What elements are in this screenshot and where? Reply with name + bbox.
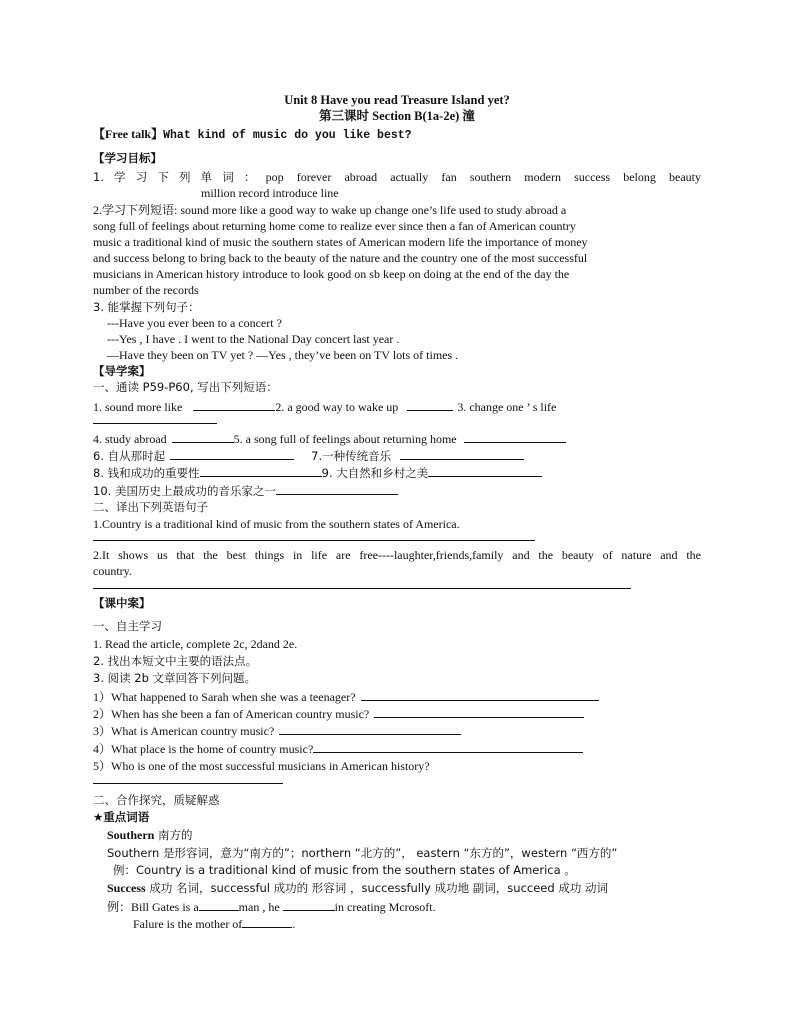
question-3-text: 3）What is American country music? xyxy=(93,724,275,738)
southern-word: Southern xyxy=(107,828,155,842)
success-example-c: in creating Mcrosoft. xyxy=(334,900,436,914)
goals-sentence-1: ---Have you ever been to a concert ? xyxy=(107,316,282,330)
question-4 xyxy=(93,741,583,757)
goals-phrases-line6: number of the records xyxy=(93,283,199,297)
phrase-10-blank[interactable] xyxy=(276,483,398,495)
phrase-8-blank[interactable] xyxy=(200,465,322,477)
success-note: 成功 名词，successful 成功的 形容词 ，successfully 成功地 副词，succeed 成功 动词 xyxy=(145,881,608,895)
phrase-6-blank[interactable] xyxy=(170,448,294,460)
translate-answer-2-line[interactable] xyxy=(93,588,631,589)
goals-phrases-line5: musicians in American history introduce to look good on sb keep on doing at the end of the day the xyxy=(93,267,570,281)
guide-row-2 xyxy=(93,431,566,447)
success-example-a: 例：Bill Gates is a xyxy=(107,900,199,914)
phrase-5-blank[interactable] xyxy=(464,431,566,443)
page-title: Unit 8 Have you read Treasure Island yet? xyxy=(284,93,510,107)
phrase-7: 7.一种传统音乐 xyxy=(311,449,392,463)
free-talk-question: What kind of music do you like best? xyxy=(163,129,412,142)
phrase-8: 8. 钱和成功的重要性 xyxy=(93,466,200,480)
success-word: Success xyxy=(107,881,146,895)
phrase-5: 5. a song full of feelings about returning home xyxy=(233,432,457,446)
goals-sentence-2: ---Yes , I have . I went to the National Day concert last year . xyxy=(107,332,400,346)
question-2-blank[interactable] xyxy=(374,706,584,718)
class-part1-label: 一、自主学习 xyxy=(93,619,162,633)
failure-example xyxy=(133,916,295,932)
question-3 xyxy=(93,723,461,739)
phrase-3-blank[interactable] xyxy=(93,423,217,424)
guide-part2-label: 二、译出下列英语句子 xyxy=(93,500,208,514)
phrase-9-blank[interactable] xyxy=(428,465,542,477)
goals-phrases-line3: music a traditional kind of music the southern states of American modern life the importance of money xyxy=(93,235,588,249)
phrase-1: 1. sound more like xyxy=(93,400,183,414)
question-1-blank[interactable] xyxy=(361,689,599,701)
key-words-heading: ★重点词语 xyxy=(93,810,150,824)
guide-row-5 xyxy=(93,483,398,499)
phrase-7-blank[interactable] xyxy=(400,448,524,460)
phrase-9: 9. 大自然和乡村之美 xyxy=(321,466,429,480)
southern-entry xyxy=(107,828,193,843)
phrase-2-blank[interactable] xyxy=(407,399,453,411)
question-2-text: 2）When has she been a fan of American country music? xyxy=(93,707,370,721)
translate-sentence-2-line1: 2.It shows us that the best things in life are free----laughter,friends,family and the beauty of nature and the xyxy=(93,548,701,562)
class-part2-label: 二、合作探究，质疑解惑 xyxy=(93,793,220,807)
question-5-answer-line[interactable] xyxy=(93,783,283,784)
class-heading: 【课中案】 xyxy=(93,596,151,610)
free-talk xyxy=(93,127,412,143)
phrase-6: 6. 自从那时起 xyxy=(93,449,166,463)
page-subtitle: 第三课时 Section B(1a-2e) 潼 xyxy=(319,109,475,123)
question-3-blank[interactable] xyxy=(279,723,461,735)
class-item-3: 3. 阅读 2b 文章回答下列问题。 xyxy=(93,671,257,685)
goals-phrases-line4: and success belong to bring back to the beauty of the nature and the country one of the most successful xyxy=(93,251,588,265)
goals-words-label: 1.学习下列单词： xyxy=(93,170,266,184)
southern-meaning: 南方的 xyxy=(154,828,193,842)
guide-row-1 xyxy=(93,399,556,415)
goals-words-line1 xyxy=(93,170,701,185)
translate-answer-1-line[interactable] xyxy=(93,540,535,541)
goals-sentences-label: 3. 能掌握下列句子： xyxy=(93,300,200,314)
free-talk-label: 【Free talk】 xyxy=(93,127,164,141)
translate-sentence-2-line2: country. xyxy=(93,564,132,578)
question-4-text: 4）What place is the home of country music? xyxy=(93,742,314,756)
phrase-4-blank[interactable] xyxy=(172,431,234,443)
failure-example-a: Falure is the mother of xyxy=(133,917,243,931)
southern-example: 例：Country is a traditional kind of music from the southern states of America 。 xyxy=(113,863,576,877)
class-item-1: 1. Read the article, complete 2c, 2dand 2e. xyxy=(93,637,298,651)
success-blank-2[interactable] xyxy=(283,899,335,911)
success-entry xyxy=(107,881,608,896)
goals-phrases-line2: song full of feelings about returning home come to realize ever since then a fan of American country xyxy=(93,219,576,233)
question-1 xyxy=(93,689,599,705)
phrase-2: 2. a good way to wake up xyxy=(275,400,399,414)
question-5: 5）Who is one of the most successful musicians in American history? xyxy=(93,759,430,773)
success-blank-1[interactable] xyxy=(199,899,239,911)
guide-row-4 xyxy=(93,465,542,481)
phrase-10: 10. 美国历史上最成功的音乐家之一 xyxy=(93,484,276,498)
phrase-1-blank[interactable] xyxy=(193,399,275,411)
phrase-3: 3. change one ’ s life xyxy=(457,400,557,414)
question-1-text: 1）What happened to Sarah when she was a teenager? xyxy=(93,690,356,704)
goals-phrases-line1: 2.学习下列短语: sound more like a good way to wake up change one’s life used to study abroad a xyxy=(93,203,567,217)
phrase-4: 4. study abroad xyxy=(93,432,167,446)
guide-part1-label: 一、通读 P59-P60, 写出下列短语： xyxy=(93,380,278,394)
goals-words-text1: pop forever abroad actually fan southern modern success belong beauty xyxy=(265,170,701,184)
guide-heading: 【导学案】 xyxy=(93,364,151,378)
translate-sentence-1: 1.Country is a traditional kind of music from the southern states of America. xyxy=(93,517,460,531)
goals-words-line2: million record introduce line xyxy=(201,186,339,200)
success-example-b: man , he xyxy=(238,900,280,914)
failure-blank[interactable] xyxy=(242,916,292,928)
goals-heading: 【学习目标】 xyxy=(93,151,162,165)
goals-sentence-3: —Have they been on TV yet ? —Yes , they’ve been on TV lots of times . xyxy=(107,348,459,362)
failure-example-b: . xyxy=(292,917,296,931)
southern-note: Southern 是形容词，意为“南方的”；northern “北方的”， eastern “东方的”，western “西方的” xyxy=(107,846,618,860)
question-4-blank[interactable] xyxy=(313,741,583,753)
guide-row-3 xyxy=(93,448,524,464)
question-2 xyxy=(93,706,584,722)
success-example xyxy=(107,899,436,915)
class-item-2: 2. 找出本短文中主要的语法点。 xyxy=(93,654,258,668)
